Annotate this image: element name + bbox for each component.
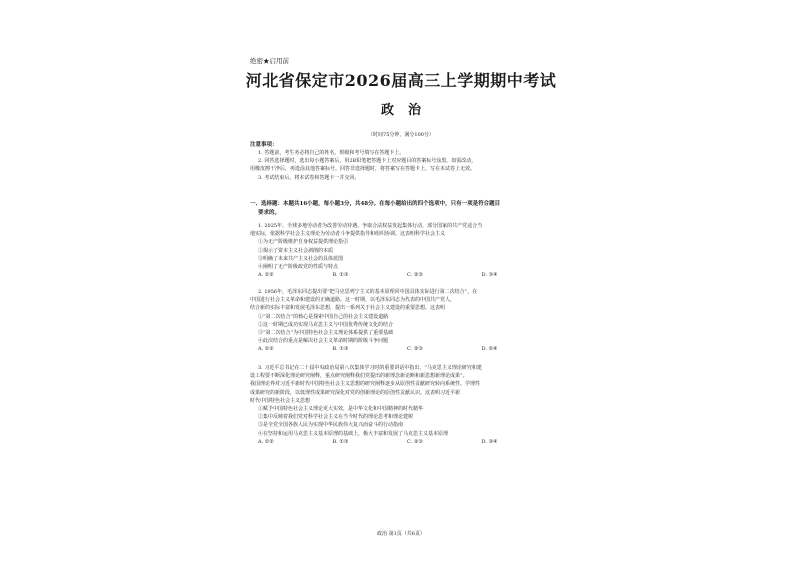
question-stem: 地实际，依据科学社会主义理论为劳动者斗争提供指导和组织协调。这表明科学社会主义 (250, 231, 446, 238)
option-a: A. ①② (258, 346, 274, 353)
option-c: C. ②③ (407, 438, 423, 445)
option-b: B. ①③ (332, 438, 349, 445)
statement: ②这一时期已成功实现马克思主义与中国优秀传统文化的结合 (258, 321, 394, 328)
section-heading-line: 要求的。 (258, 210, 281, 216)
secret-mark: 绝密★启用前 (250, 57, 289, 65)
exam-page (238, 44, 564, 552)
option-c: C. ②③ (407, 272, 423, 279)
option-d: D. ②④ (481, 346, 498, 353)
statement: ①赋予中国特色社会主义理论更大实效，是中华文化和中国精神的时代精华 (258, 406, 424, 413)
answer-options (250, 271, 556, 279)
notice-item: 用橡皮擦干净后，再选涂其他答案标号。回答非选择题时，将答案写在答题卡上，写在本试卷上无效。 (250, 166, 476, 173)
notice-item: 1. 答题前，考生务必将自己的姓名、班级和考号填写在答题卡上。 (258, 150, 405, 156)
option-b: B. ①③ (332, 346, 349, 353)
option-a: A. ①② (258, 438, 274, 445)
exam-title: 河北省保定市2026届高三上学期期中考试 (245, 71, 557, 90)
option-d: D. ③④ (481, 438, 498, 445)
statement: ④在坚持和运用马克思主义基本原理的基础上，极大丰富和发展了马克思主义基本原理 (258, 430, 449, 437)
statement: ③是全党全国各族人民为实现中华民族伟大复兴而奋斗的行动指南 (258, 422, 404, 429)
question-stem: 我国理论界对习近平新时代中国特色社会主义思想的研究阐释逐步从原创性贡献研究转向系统性、学理性 (250, 381, 481, 388)
option-d: D. ③④ (481, 272, 498, 279)
question-1 (250, 222, 556, 279)
notice-heading: 注意事项： (250, 142, 278, 148)
subject-title: 政治 (380, 103, 435, 118)
time-note: （时间75分钟，满分100分） (368, 132, 434, 138)
question-3 (250, 364, 556, 446)
option-b: B. ①③ (332, 272, 349, 279)
question-stem: 1. 2025年，全球多地劳动者为改善劳动待遇、争取合法权益发起集体行动，部分国家的共产党适合当 (258, 223, 483, 229)
notice-list (250, 149, 556, 182)
answer-options (250, 345, 556, 353)
statement: ①为无产阶级维护自身权益提供理论指引 (258, 239, 349, 246)
question-2 (250, 288, 556, 354)
question-stem: 3. 习近平总书记在二十届中央政治局第八次集体学习时的重要讲话中指出，“马克思主义理论研究和建 (258, 365, 482, 371)
notice-item: 3. 考试结束后，将本试卷和答题卡一并交回。 (258, 174, 360, 181)
statement: ③“第二次结合”为中国特色社会主义理论体系提供了重要基础 (258, 330, 394, 337)
question-stem: 结合新的实际丰富和发展毛泽东思想，提出一系列关于社会主义建设的重要思想。这表明 (250, 305, 446, 312)
option-c: C. ②③ (407, 346, 423, 353)
statement: ④此次结合的重点是解决社会主义革命时期的阶级斗争问题 (258, 338, 389, 345)
question-stem: 中国进行社会主义革命和建设的正确道路。这一时期，以毛泽东同志为代表的中国共产党人， (250, 297, 456, 304)
question-stem: 时代中国特色社会主义思想 (250, 397, 311, 404)
section-heading-line: 一、选择题：本题共16小题，每小题3分，共48分。在每小题给出的四个选项中，只有一项是符合题目 (250, 201, 501, 207)
answer-options (250, 438, 556, 446)
question-stem: 成果研究的新阶段，以低理性成果研究深化对党的创新理论的原创性贡献认识。这表明习近平新 (250, 389, 461, 396)
question-stem: 2. 1956年，毛泽东同志提出要“把马克思列宁主义的基本原理同中国具体实际进行第二次结合”，在 (258, 289, 478, 295)
question-stem: 设工程要不断深化理论研究阐释，重点研究阐释我们党提出的新理念新论断和新思想新理论成果”。 (250, 373, 468, 380)
option-a: A. ①② (258, 272, 274, 279)
statement: ①“第二次结合”的核心是探索中国自己的社会主义建设道路 (258, 313, 389, 320)
notice-item: 2. 回答选择题时，选出每小题答案后，用2B铅笔把答题卡上对应题目的答案标号涂黑，如需改动， (258, 158, 477, 165)
section-heading (250, 200, 560, 218)
statement: ②揭示了资本主义社会剥削的本质 (258, 247, 334, 254)
statement: ③明确了未来共产主义社会的具体蓝图 (258, 255, 344, 262)
statement: ④阐明了无产阶级政党的性质与特点 (258, 264, 339, 271)
statement: ②集中反映着我们党对科学社会主义在当今时代的理论思考和理论建树 (258, 414, 414, 421)
page-footer: 政治 第1页（共6页） (377, 531, 425, 537)
